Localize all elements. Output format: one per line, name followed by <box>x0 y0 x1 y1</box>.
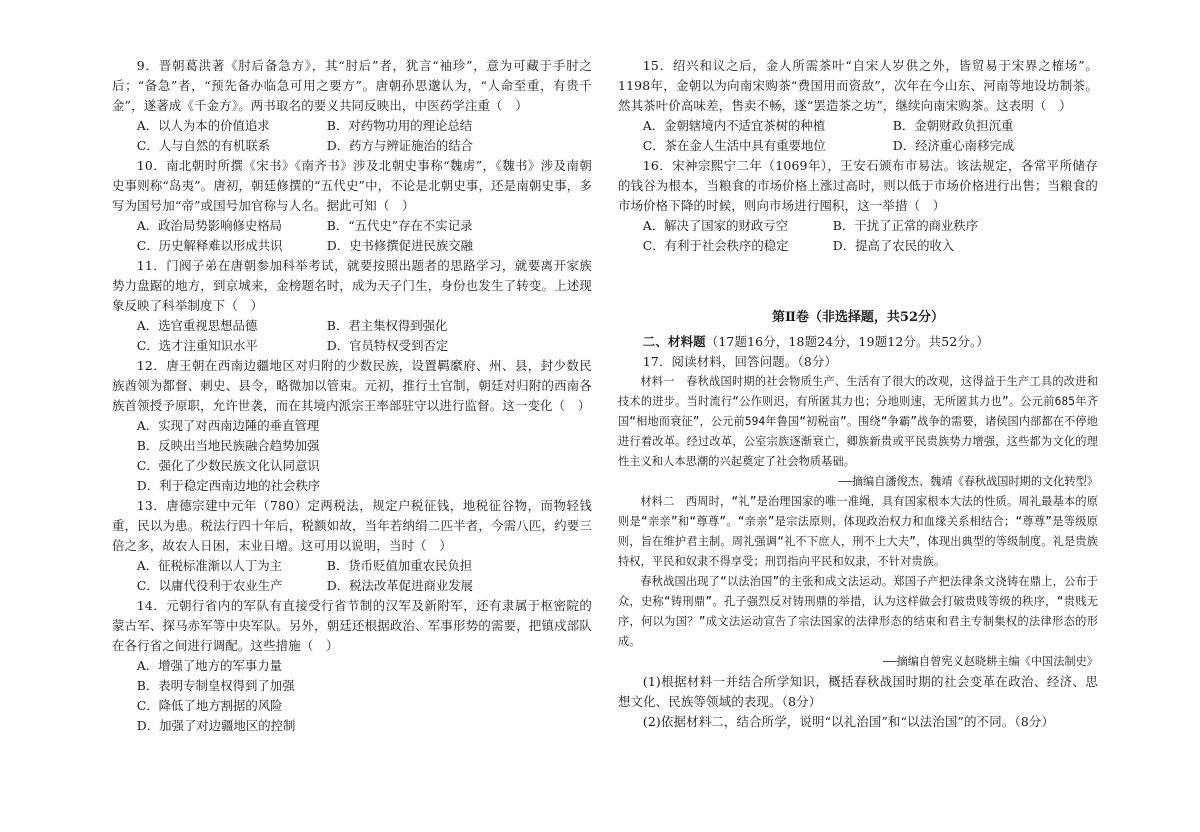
q13-option-b[interactable]: B．货币贬值加重农民负担 <box>326 558 473 573</box>
q17-subquestion-2: (2)依据材料二，结合所学，说明“以礼治国”和“以法治国”的不同。（8分） <box>642 714 1055 729</box>
section2-heading-line <box>618 332 1098 352</box>
q9-options-row1 <box>112 116 592 136</box>
q10-option-c[interactable]: C．历史解释难以形成共识 <box>136 238 283 253</box>
q14-option-b[interactable]: B．表明专制皇权得到了加强 <box>136 678 295 693</box>
q13-option-c[interactable]: C．以庸代役利于农业生产 <box>136 578 283 593</box>
q12-option-c[interactable]: C．强化了少数民族文化认同意识 <box>136 458 320 473</box>
q15-option-b[interactable]: B．金朝财政负担沉重 <box>892 118 1014 133</box>
q10-option-b[interactable]: B．“五代史”存在不实记录 <box>326 218 473 233</box>
q16-option-a[interactable]: A．解决了国家的财政亏空 <box>642 218 789 233</box>
q16-options-row1 <box>618 216 1098 236</box>
q10-option-d[interactable]: D．史书修撰促进民族交融 <box>326 238 474 253</box>
q11-options-row2 <box>112 336 592 356</box>
q12-option-d[interactable]: D．利于稳定西南边地的社会秩序 <box>136 478 321 493</box>
section2-heading: 二、材料题 <box>642 334 706 349</box>
material-2-para2: 春秋战国出现了“以法治国”的主张和成文法运动。郑国子产把法律条文浇铸在鼎上，公布于众，史称“铸刑鼎”。孔子强烈反对铸刑鼎的举措，认为这样做会打破贵贱等级的秩序，“贵贱无序，何以为国？”成文法运动宣告了宗法国家的法律形态的结束和君主专制集权的法律形态的形成。 <box>618 575 1098 648</box>
q13-options-row2 <box>112 576 592 596</box>
q15-options-row1 <box>618 116 1098 136</box>
q13-option-a[interactable]: A．征税标准渐以人丁为主 <box>136 558 283 573</box>
q9-stem: 9．晋朝葛洪著《肘后备急方》，其“肘后”者，犹言“袖珍”，意为可藏于手肘之后；“备急”者，“预先备办临急可用之要方”。唐朝孙思邈认为，“人命至重，有贵千金”，遂著成《千金方》。两书取名的要义共同反映出，中医药学注重（ ） <box>112 58 592 113</box>
q16-options-row2 <box>618 236 1098 256</box>
q9-option-a[interactable]: A．以人为本的价值追求 <box>136 118 270 133</box>
q12-option-b[interactable]: B．反映出当地民族融合趋势加强 <box>136 438 320 453</box>
q17-intro: 17．阅读材料，回答问题。（8分） <box>642 354 838 369</box>
q10-options-row1 <box>112 216 592 236</box>
material-1-source: ——摘编自潘俊杰、魏靖《春秋战国时期的文化转型》 <box>838 475 1098 488</box>
q9-option-d[interactable]: D．药方与辨证施治的结合 <box>326 138 474 153</box>
q13-option-d[interactable]: D．税法改革促进商业发展 <box>326 578 474 593</box>
q16-option-d[interactable]: D．提高了农民的收入 <box>832 238 955 253</box>
q16-option-c[interactable]: C．有利于社会秩序的稳定 <box>642 238 789 253</box>
left-column <box>112 56 592 736</box>
right-column <box>618 56 1098 732</box>
q11-option-c[interactable]: C．选才注重知识水平 <box>136 338 258 353</box>
q15-option-a[interactable]: A．金朝辖境内不适宜茶树的种植 <box>642 118 826 133</box>
q13-stem: 13．唐德宗建中元年（780）定两税法，规定户税征钱，地税征谷物，而物轻钱重，民以为患。税法行四十年后，税额如故，当年若纳绢二匹半者，今需八匹，约要三倍之多，故农人日困，末业日增。这可用以说明，当时（ ） <box>112 498 592 553</box>
q14-stem: 14．元朝行省内的军队有直接受行省节制的汉军及新附军，还有隶属于枢密院的蒙古军、探马赤军等中央军队。另外，朝廷还根据政治、军事形势的需要，把镇戍部队在各行省之间进行调配。这些措施（ ） <box>112 598 592 653</box>
q13-options-row1 <box>112 556 592 576</box>
q14-option-c[interactable]: C．降低了地方割据的风险 <box>136 698 283 713</box>
q15-stem: 15．绍兴和议之后，金人所需茶叶“自宋人岁供之外，皆贸易于宋界之榷场”。1198年，金朝以为向南宋购茶“费国用而资敌”，次年在今山东、河南等地设坊制茶。然其茶叶价高味差，售卖不畅，遂“罢造茶之坊”，继续向南宋购茶。这表明（ ） <box>618 58 1098 113</box>
q9-option-c[interactable]: C．人与自然的有机联系 <box>136 138 271 153</box>
q9-option-b[interactable]: B．对药物功用的理论总结 <box>326 118 473 133</box>
q17-subquestion-1: (1)根据材料一并结合所学知识，概括春秋战国时期的社会变革在政治、经济、思想文化、民族等领域的表现。（8分） <box>618 674 1098 709</box>
q16-option-b[interactable]: B．干扰了正常的商业秩序 <box>832 218 979 233</box>
q12-option-a[interactable]: A．实现了对西南边陲的垂直管理 <box>136 418 320 433</box>
q12-stem: 12．唐王朝在西南边疆地区对归附的少数民族，设置羁縻府、州、县，封少数民族酋领为都督、刺史、县令，略微加以管束。元初，推行土官制，朝廷对归附的西南各族首领授予原职，允许世袭，而在其境内派宗王率部驻守以进行监督。这一变化（ ） <box>112 358 592 413</box>
q9-options-row2 <box>112 136 592 156</box>
q16-stem: 16．宋神宗熙宁二年（1069年），王安石颁布市易法。该法规定，各常平所储存的钱谷为根本，当粮食的市场价格上涨过高时，则以低于市场价格进行出售；当粮食的市场价格下降的时候，则向市场进行囤积，这一举措（ ） <box>618 158 1098 213</box>
q11-option-a[interactable]: A．选官重视思想品德 <box>136 318 258 333</box>
section2-note: （17题16分，18题24分，19题12分。共52分。） <box>705 334 989 349</box>
q10-option-a[interactable]: A．政治局势影响修史格局 <box>136 218 283 233</box>
q14-option-d[interactable]: D．加强了对边疆地区的控制 <box>136 718 296 733</box>
material-2-para1: 材料二 西周时，“礼”是治理国家的唯一准绳，具有国家根本大法的性质。周礼最基本的原则是“亲亲”和“尊尊”。“亲亲”是宗法原则，体现政治权力和血缘关系相结合；“尊尊”是等级原则，旨在维护君主制。周礼强调“礼不下庶人，刑不上大夫”，体现出典型的等级制度。礼是贵族特权，平民和奴隶不得享受；刑罚指向平民和奴隶，不针对贵族。 <box>618 495 1098 568</box>
q11-option-b[interactable]: B．君主集权得到强化 <box>326 318 448 333</box>
q10-options-row2 <box>112 236 592 256</box>
q15-option-c[interactable]: C．茶在金人生活中具有重要地位 <box>642 138 826 153</box>
material-2-source: ——摘编自曾宪义赵晓耕主编《中国法制史》 <box>883 655 1098 668</box>
part2-title: 第Ⅱ卷（非选择题，共52分） <box>771 310 945 325</box>
q10-stem: 10．南北朝时所撰《宋书》《南齐书》涉及北朝史事称“魏虏”，《魏书》涉及南朝史事则称“岛夷”。唐初，朝廷修撰的“五代史”中，不论是北朝史事，还是南朝史事，多写为国号加“帝”或国号加官称与人名。据此可知（ ） <box>112 158 592 213</box>
q11-option-d[interactable]: D．官员特权受到否定 <box>326 338 449 353</box>
q11-stem: 11．门阀子弟在唐朝参加科举考试，就要按照出题者的思路学习，就要离开家族势力盘踞的地方，到京城来，金榜题名时，成为天子门生，身份也发生了转变。上述现象反映了科举制度下（ ） <box>112 258 592 313</box>
q15-option-d[interactable]: D．经济重心南移完成 <box>892 138 1015 153</box>
q14-option-a[interactable]: A．增强了地方的军事力量 <box>136 658 283 673</box>
q11-options-row1 <box>112 316 592 336</box>
q15-options-row2 <box>618 136 1098 156</box>
material-1: 材料一 春秋战国时期的社会物质生产、生活有了很大的改观，这得益于生产工具的改进和技术的进步。当时流行“公作则迟，有所匿其力也；分地则速，无所匿其力也”。公元前685年齐国“相地而衰征”，公元前594年鲁国“初税亩”。围绕“争霸”战争的需要，诸侯国内部都在不停地进行着改革。经过改革，公室宗族逐渐衰亡，卿族新贵或平民贵族势力增强，这些都为文化的理性主义和人本思潮的兴起奠定了社会物质基础。 <box>618 375 1098 468</box>
